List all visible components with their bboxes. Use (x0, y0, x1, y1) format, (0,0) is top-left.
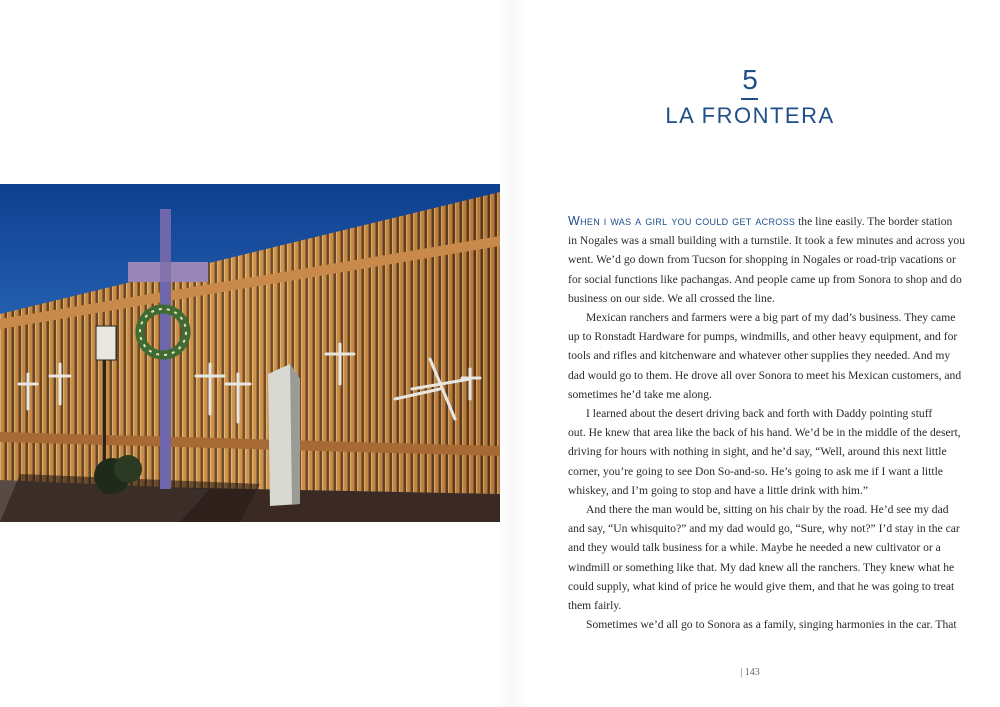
text-line: windmill or something like that. My dad knew all the ranchers. They knew what he (568, 560, 955, 574)
chapter-number-rule (741, 98, 758, 100)
text-line: could supply, what kind of price he would give them, and that he was going to treat (568, 579, 955, 593)
page-gutter (498, 0, 528, 707)
text-line: Mexican ranchers and farmers were a big part of my dad’s business. They came (586, 311, 956, 325)
text-line: driving for hours with nothing in sight, and he’d say, “Well, around this next little (568, 445, 947, 459)
text-line: tools and rifles and kitchenware and whatever other supplies they needed. And my (568, 349, 951, 363)
text-line: went. We’d go down from Tucson for shopping in Nogales or road-trip vacations or (568, 253, 956, 267)
text-line: them fairly. (568, 599, 622, 613)
chapter-number: 5 (742, 64, 758, 95)
chapter-title: LA FRONTERA (665, 103, 835, 128)
text-line: in Nogales was a small building with a turnstile. It took a few minutes and across you (568, 234, 966, 248)
page-number: | 143 (740, 667, 760, 678)
text-line: When i was a girl you could get across the line easily. The border station (568, 214, 953, 228)
text-line: for social functions like pachangas. And people came up from Sonora to shop and do (568, 272, 962, 286)
text-line: and they would talk business for a while. Maybe he needed a new cultivator or a (568, 541, 941, 555)
text-line: corner, you’re going to see Don So-and-so. He’s going to ask me if I want a little (568, 464, 943, 478)
text-line: business on our side. We all crossed the line. (568, 291, 775, 305)
text-line: I learned about the desert driving back and forth with Daddy pointing stuff (586, 407, 933, 421)
lead-in-small-caps: When i was a girl you could get across (568, 214, 796, 228)
text-line: out. He knew that area like the back of his hand. We’d be in the middle of the desert, (568, 426, 961, 440)
text-line: And there the man would be, sitting on his chair by the road. He’d see my dad (586, 503, 949, 517)
text-line: up to Ronstadt Hardware for pumps, windmills, and other heavy equipment, and for (568, 330, 958, 344)
text-line: Sometimes we’d all go to Sonora as a family, singing harmonies in the car. That (586, 618, 957, 632)
chapter-body (568, 212, 966, 634)
text-line: dad would go to them. He drove all over Sonora to meet his Mexican customers, and (568, 368, 962, 382)
border-fence-memorial-photo (0, 184, 500, 522)
text-line: sometimes he’d take me along. (568, 387, 712, 401)
text-line: whiskey, and I’m going to stop and have a little drink with him.” (568, 483, 868, 497)
text-line: and say, “Un whisquito?” and my dad would go, “Sure, why not?” I’d stay in the car (568, 522, 960, 536)
